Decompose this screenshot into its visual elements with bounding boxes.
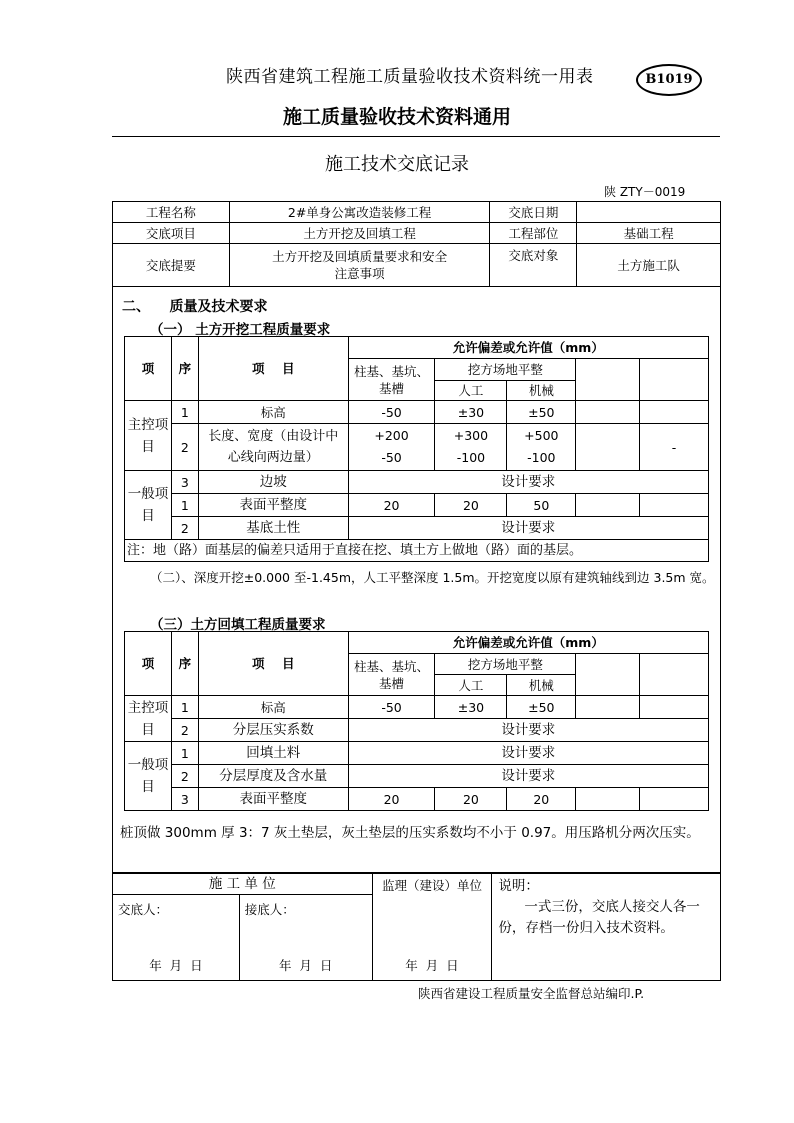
- table-cell: 分层厚度及含水量: [198, 765, 348, 788]
- discloser-cell: [113, 895, 240, 981]
- table-cell: 2: [171, 765, 198, 788]
- header-item: 项: [125, 632, 172, 696]
- table-cell: [576, 696, 640, 719]
- header-name: 项 目: [198, 337, 348, 401]
- discloser-date: 年 月 日: [149, 958, 203, 973]
- table-cell: 20: [348, 788, 435, 811]
- receiver-date: 年 月 日: [278, 958, 333, 973]
- table-cell: 1: [171, 494, 198, 517]
- header-seq: 序: [171, 632, 198, 696]
- header-pit: 柱基、基坑、基槽: [348, 654, 435, 696]
- header-tolerance: 允许偏差或允许值（mm）: [348, 632, 708, 654]
- header-tolerance: 允许偏差或允许值（mm）: [348, 337, 708, 359]
- table-cell: 20: [435, 494, 507, 517]
- table-cell: ±30: [435, 696, 507, 719]
- header-site-leveling: 挖方场地平整: [435, 654, 576, 675]
- table-cell: 20: [348, 494, 435, 517]
- table-cell: 1: [171, 742, 198, 765]
- group-main-control: 主控项目: [125, 401, 172, 471]
- receiver-label: 接底人：: [244, 902, 295, 917]
- table-cell: -50: [348, 401, 435, 424]
- group-general: 一般项目: [125, 471, 172, 540]
- note-label: 说明：: [498, 878, 539, 894]
- table-cell: 回填土料: [198, 742, 348, 765]
- signoff-table: [112, 873, 721, 981]
- part-value: 基础工程: [577, 223, 721, 244]
- table-cell: [576, 494, 640, 517]
- item-value: 土方开挖及回填工程: [229, 223, 490, 244]
- construction-unit-header: 施 工 单 位: [113, 874, 373, 895]
- table-cell: 设计要求: [348, 517, 708, 540]
- date-label: 交底日期: [490, 202, 577, 223]
- table-cell: 1: [171, 696, 198, 719]
- table-cell: [507, 424, 576, 471]
- header-manual: 人工: [435, 381, 507, 401]
- table-cell: 表面平整度: [198, 788, 348, 811]
- header-item: 项: [125, 337, 172, 401]
- table-cell: 50: [507, 494, 576, 517]
- target-label: 交底对象: [490, 244, 577, 287]
- summary-label: 交底提要: [113, 244, 230, 287]
- table-cell: [576, 401, 640, 424]
- table-cell: 设计要求: [348, 765, 708, 788]
- tol-plus: +200: [374, 428, 409, 443]
- table-note: 注：地（路）面基层的偏差只适用于直接在挖、填土方上做地（路）面的基层。: [125, 540, 709, 562]
- table-cell: 表面平整度: [198, 494, 348, 517]
- depth-paragraph: （二）、深度开挖±0.000 至-1.45m，人工平整深度 1.5m。开挖宽度以原有建筑轴线到边 3.5m 宽。: [150, 570, 715, 585]
- table-cell: 基底土性: [198, 517, 348, 540]
- header-machine: 机械: [507, 381, 576, 401]
- note-text: 一式三份，交底人接交人各一份，存档一份归入技术资料。: [498, 899, 700, 936]
- form-code: 陕 ZTY－0019: [604, 185, 686, 199]
- table-cell: 标高: [198, 401, 348, 424]
- supervisor-cell: [372, 874, 492, 981]
- group-main-control: 主控项目: [125, 696, 172, 742]
- table-cell: ±50: [507, 696, 576, 719]
- project-name-value: 2#单身公寓改造装修工程: [229, 202, 490, 223]
- supervisor-header: 监理（建设）单位: [381, 878, 482, 893]
- table-cell: 1: [171, 401, 198, 424]
- table-cell: [640, 401, 709, 424]
- table-cell: 设计要求: [348, 719, 708, 742]
- table-cell: ±50: [507, 401, 576, 424]
- table-cell: 20: [435, 788, 507, 811]
- table-cell: 2: [171, 517, 198, 540]
- table-cell: -50: [348, 696, 435, 719]
- header-machine: 机械: [507, 675, 576, 696]
- summary-value: 土方开挖及回填质量要求和安全注意事项: [229, 244, 490, 287]
- table-cell: 20: [507, 788, 576, 811]
- tol-minus: -50: [381, 450, 402, 465]
- subsection-backfill: （三）土方回填工程质量要求: [150, 617, 326, 633]
- info-table: [112, 201, 721, 287]
- table-cell: [576, 424, 640, 471]
- table-cell: 3: [171, 788, 198, 811]
- header-blank-1: [576, 359, 640, 401]
- project-name-label: 工程名称: [113, 202, 230, 223]
- header-blank-1: [576, 654, 640, 696]
- table-cell: 边坡: [198, 471, 348, 494]
- table-cell: 2: [171, 719, 198, 742]
- tol-plus: +300: [453, 428, 489, 443]
- subsection-excavation: （一） 土方开挖工程质量要求: [150, 322, 331, 338]
- table-cell: 设计要求: [348, 471, 708, 494]
- sub-title: 施工技术交底记录: [325, 154, 469, 175]
- pile-top-paragraph: 桩顶做 300mm 厚 3：7 灰土垫层，灰土垫层的压实系数均不小于 0.97。用压路机分两次压实。: [120, 825, 700, 841]
- table-cell: [348, 424, 435, 471]
- receiver-cell: [239, 895, 372, 981]
- table-cell: [435, 424, 507, 471]
- date-value: [577, 202, 721, 223]
- table-cell: 长度、宽度（由设计中心线向两边量）: [198, 424, 348, 471]
- table-cell: [576, 788, 640, 811]
- table-cell: 标高: [198, 696, 348, 719]
- table-cell: -: [640, 424, 709, 471]
- title-rule: [112, 136, 720, 137]
- backfill-quality-table: [124, 631, 709, 811]
- form-number-badge: B1019: [636, 64, 702, 96]
- table-cell: [640, 494, 709, 517]
- excavation-quality-table: [124, 336, 709, 562]
- header-manual: 人工: [435, 675, 507, 696]
- footer-publisher: 陕西省建设工程质量安全监督总站编印.P.: [418, 986, 645, 1001]
- header-blank-2: [640, 359, 709, 401]
- discloser-label: 交底人：: [118, 902, 169, 917]
- section-heading: 二、 质量及技术要求: [122, 299, 268, 315]
- table-cell: [640, 788, 709, 811]
- header-name: 项 目: [198, 632, 348, 696]
- table-cell: 3: [171, 471, 198, 494]
- part-label: 工程部位: [490, 223, 577, 244]
- header-seq: 序: [171, 337, 198, 401]
- table-cell: 分层压实系数: [198, 719, 348, 742]
- target-value: 土方施工队: [577, 244, 721, 287]
- table-cell: [640, 696, 709, 719]
- header-blank-2: [640, 654, 709, 696]
- header-site-leveling: 挖方场地平整: [435, 359, 576, 381]
- supervisor-date: 年 月 日: [405, 958, 459, 973]
- table-cell: 2: [171, 424, 198, 471]
- item-label: 交底项目: [113, 223, 230, 244]
- table-cell: 设计要求: [348, 742, 708, 765]
- tol-minus: -100: [527, 450, 556, 465]
- header-pit: 柱基、基坑、基槽: [348, 359, 435, 401]
- note-cell: [492, 874, 721, 981]
- main-title: 施工质量验收技术资料通用: [282, 106, 511, 128]
- group-general: 一般项目: [125, 742, 172, 811]
- tol-minus: -100: [456, 450, 486, 465]
- table-cell: ±30: [435, 401, 507, 424]
- tol-plus: +500: [524, 428, 559, 443]
- org-title: 陕西省建筑工程施工质量验收技术资料统一用表: [226, 67, 594, 87]
